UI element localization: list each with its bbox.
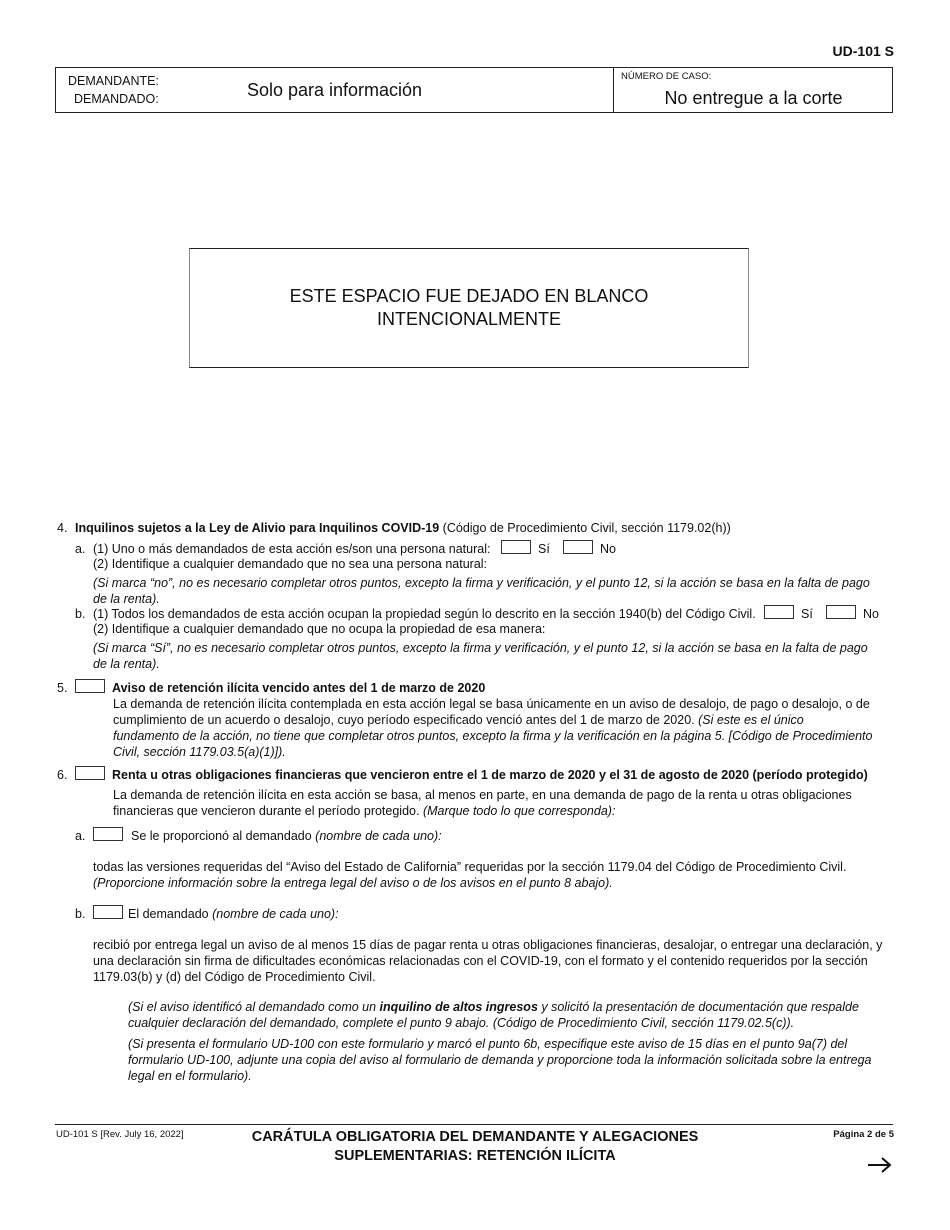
item-4b-note: (Si marca “Sí”, no es necesario completar otros puntos, excepto la firma y verificación, y el punto 12, si la acción se basa en la falta de pago de la renta). (93, 641, 868, 671)
item-6-body-text: La demanda de retención ilícita en esta acción se basa, al menos en parte, en una demanda de pago de la renta u otras obligaciones financieras que vencieron durante el período protegido. (113, 788, 852, 818)
item-4a-no-checkbox[interactable] (563, 540, 593, 554)
item-6-checkbox[interactable] (75, 766, 105, 780)
item-6b-note-2: (Si presenta el formulario UD-100 con este formulario y marcó el punto 6b, especifique este aviso de 15 días en el punto 9a(7) del formulario UD-100, adjunte una copia del aviso al formulario de demanda y proporcione toda la información solicitada sobre la entrega legal en el formulario). (128, 1037, 872, 1083)
item-4a-yes-checkbox[interactable] (501, 540, 531, 554)
item-6b-note-1-bold: inquilino de altos ingresos (379, 1000, 538, 1014)
item-5-title: Aviso de retención ilícita vencido antes del 1 de marzo de 2020 (112, 681, 486, 695)
item-6b-text: recibió por entrega legal un aviso de al menos 15 días de pagar renta u otras obligaciones financieras, desalojar, o entregar una declaración, y una declaración sin firma de dificultades económicas relacionadas con el COVID-19, con el formato y el contenido requeridos por la sección 1179.03(b) y (d) del Código de Procedimiento Civil. (93, 938, 883, 984)
item-4a-question-2: (2) Identifique a cualquier demandado que no sea una persona natural: (93, 557, 488, 571)
item-4b-yes-checkbox[interactable] (764, 605, 794, 619)
item-6b-note-1-pre: (Si el aviso identificó al demandado como un (128, 1000, 380, 1014)
arrow-right-icon (867, 1156, 893, 1174)
item-6b-label (128, 906, 339, 922)
case-number-value: No entregue a la corte (664, 88, 843, 108)
item-5-body-text: La demanda de retención ilícita contemplada en esta acción legal se basa únicamente en un aviso de desalojo, de pago o desalojo, o de cumplimiento de un acuerdo o desalojo, cuyo período especificado venció antes del 1 de marzo de 2020. (113, 697, 870, 727)
item-6b-note-1-post: y solicitó la presentación de documentación que respalde cualquier declaración del demandado, complete el punto 9 abajo. (Código de Procedimiento Civil, sección 1179.02.5(c)). (128, 1000, 859, 1030)
item-6-body-note: (Marque todo lo que corresponda): (419, 804, 616, 818)
item-4a-no-label: No (600, 542, 616, 556)
item-6-title: Renta u otras obligaciones financieras que vencieron entre el 1 de marzo de 2020 y el 31 de agosto de 2020 (período protegido) (112, 768, 868, 782)
item-4a-yes-label: Sí (538, 542, 550, 556)
item-4-title: Inquilinos sujetos a la Ley de Alivio para Inquilinos COVID-19 (75, 521, 440, 535)
blank-notice-line-2: INTENCIONALMENTE (376, 309, 562, 329)
caption-center-text: Solo para información (246, 80, 423, 100)
footer-title (200, 1128, 750, 1166)
plaintiff-label: DEMANDANTE: (68, 74, 159, 88)
item-6b-label-hint: (nombre de cada uno): (208, 907, 339, 921)
item-6b-note-1 (128, 999, 868, 1031)
footer-page-number: Página 2 de 5 (833, 1129, 894, 1140)
item-4b-yes-label: Sí (801, 607, 813, 621)
item-6a-label (131, 828, 442, 844)
item-4a-question-1: (1) Uno o más demandados de esta acción es/son una persona natural: (93, 542, 491, 556)
item-5-body (113, 696, 873, 760)
item-6b-checkbox[interactable] (93, 905, 123, 919)
item-5-checkbox[interactable] (75, 679, 105, 693)
defendant-label: DEMANDADO: (74, 92, 159, 106)
footer-title-line-1: CARÁTULA OBLIGATORIA DEL DEMANDANTE Y ALEGACIONES (251, 1129, 699, 1145)
footer-rule (55, 1124, 893, 1125)
item-5-number: 5. (57, 681, 68, 695)
item-6b-label-text: El demandado (128, 907, 209, 921)
item-6-number: 6. (57, 768, 68, 782)
item-6-body (113, 787, 873, 819)
next-page-arrow-icon[interactable] (867, 1156, 893, 1179)
item-6a-checkbox[interactable] (93, 827, 123, 841)
blank-notice-line-1: ESTE ESPACIO FUE DEJADO EN BLANCO (289, 286, 649, 306)
item-6a-label-text: Se le proporcionó al demandado (131, 829, 312, 843)
item-4b-no-checkbox[interactable] (826, 605, 856, 619)
blank-space-notice (189, 248, 749, 368)
item-4-heading (75, 520, 731, 536)
item-4b-question-1: (1) Todos los demandados de esta acción ocupan la propiedad según lo descrito en la sección 1940(b) del Código Civil. (93, 607, 756, 621)
item-6a-text: todas las versiones requeridas del “Aviso del Estado de California” requeridas por la sección 1179.04 del Código de Procedimiento Civil. (93, 860, 847, 874)
form-number: UD-101 S (832, 43, 894, 59)
item-4b-question-2: (2) Identifique a cualquier demandado que no ocupa la propiedad de esa manera: (93, 622, 546, 636)
item-6a-label-hint: (nombre de cada uno): (311, 829, 442, 843)
item-4a-note: (Si marca “no”, no es necesario completar otros puntos, excepto la firma y verificación, y el punto 12, si la acción se basa en la falta de pago de la renta). (93, 576, 870, 606)
item-4b-letter: b. (75, 607, 86, 621)
item-4-title-ref: (Código de Procedimiento Civil, sección 1179.02(h)) (439, 521, 731, 535)
item-4-number: 4. (57, 521, 68, 535)
item-6a-note: (Proporcione información sobre la entrega legal del aviso o de los avisos en el punto 8 abajo). (93, 876, 613, 890)
footer-revision: UD-101 S [Rev. July 16, 2022] (56, 1129, 184, 1140)
item-6a-letter: a. (75, 829, 86, 843)
caption-header (55, 67, 893, 113)
footer-title-line-2: SUPLEMENTARIAS: RETENCIÓN ILÍCITA (334, 1148, 616, 1164)
item-5-body-note: (Si este es el único fundamento de la acción, no tiene que completar otros puntos, excepto la firma y la verificación en la página 5. [Código de Procedimiento Civil, sección 1179.03.5(a)(1)]). (113, 713, 873, 759)
item-4b-no-label: No (863, 607, 879, 621)
item-4a-letter: a. (75, 542, 86, 556)
item-6b-letter: b. (75, 907, 86, 921)
case-number-label: NÚMERO DE CASO: (621, 71, 712, 82)
